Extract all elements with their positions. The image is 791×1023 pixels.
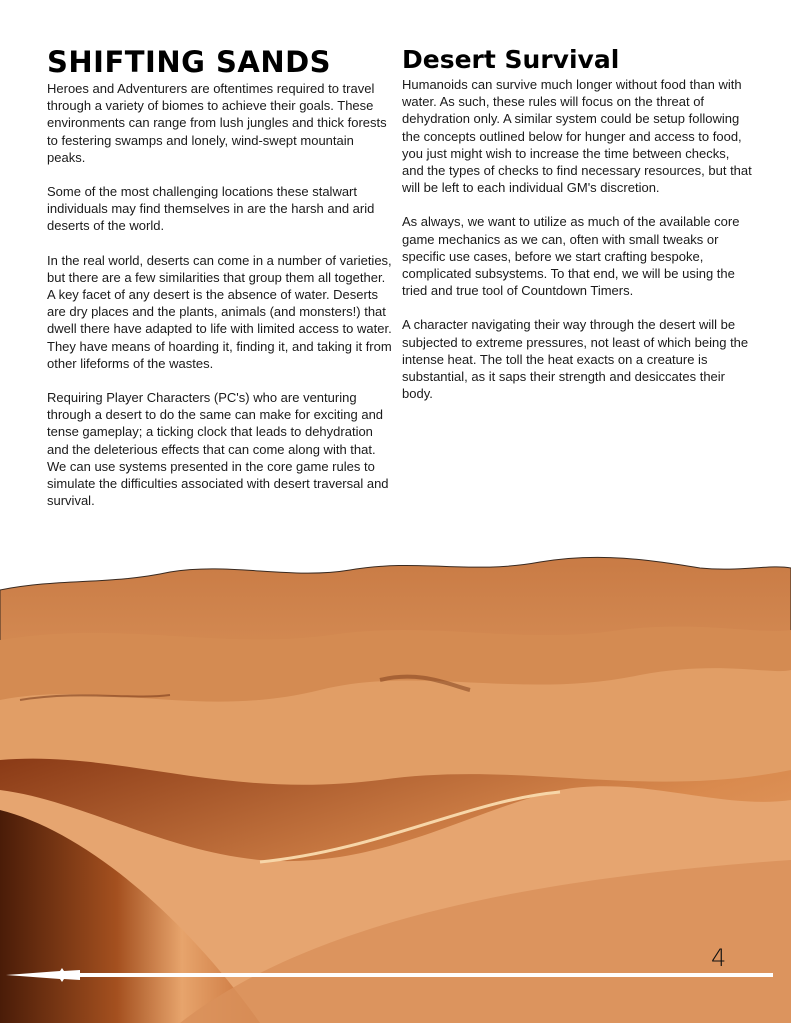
page-title: SHIFTING SANDS [47,45,332,79]
paragraph: Heroes and Adventurers are oftentimes required to travel through a variety of biomes to achieve their goals. These environments can range from lush jungles and thick forests to festering swamps and lonely, wind-swept mountain peaks. [47,81,387,165]
paragraph: As always, we want to utilize as much of the available core game mechanics as we can, often with small tweaks or specific use cases, before we start crafting bespoke, complicated subsystems. To that end, we will be using the tried and true tool of Countdown Timers. [402,214,740,299]
left-column [47,44,395,526]
desert-dunes-illustration [0,550,791,1023]
paragraph: Humanoids can survive much longer without food than with water. As such, these rules will focus on the threat of dehydration only. A similar system could be setup following the concepts outlined below for hunger and access to food, you just might wish to increase the time between checks, and the types of checks to find necessary resources, but that will be left to each individual GM's discretion. [402,77,752,196]
right-column [402,44,752,419]
page-number: 4 [711,944,727,972]
paragraph: A character navigating their way through the desert will be subjected to extreme pressures, not least of which being the intense heat. The toll the heat exacts on a creature is substantial, as it saps their strength and desiccates their body. [402,317,749,402]
paragraph: In the real world, deserts can come in a number of varieties, but there are a few similarities that group them all together. A key facet of any desert is the absence of water. Deserts are dry places and the plants, animals (and monsters!) that dwell there have adapted to life with limited access to water. They have means of hoarding it, finding it, and taking it from other lifeforms of the wastes. [47,252,392,371]
paragraph: Requiring Player Characters (PC's) who are venturing through a desert to do the same can make for exciting and tense gameplay; a ticking clock that leads to dehydration and the deleterious effects that can come along with that. We can use systems presented in the core game rules to simulate the difficulties associated with desert traversal and survival. [47,390,389,509]
paragraph: Some of the most challenging locations these stalwart individuals may find themselves in are the harsh and arid deserts of the world. [47,184,375,234]
section-heading: Desert Survival [402,45,620,74]
